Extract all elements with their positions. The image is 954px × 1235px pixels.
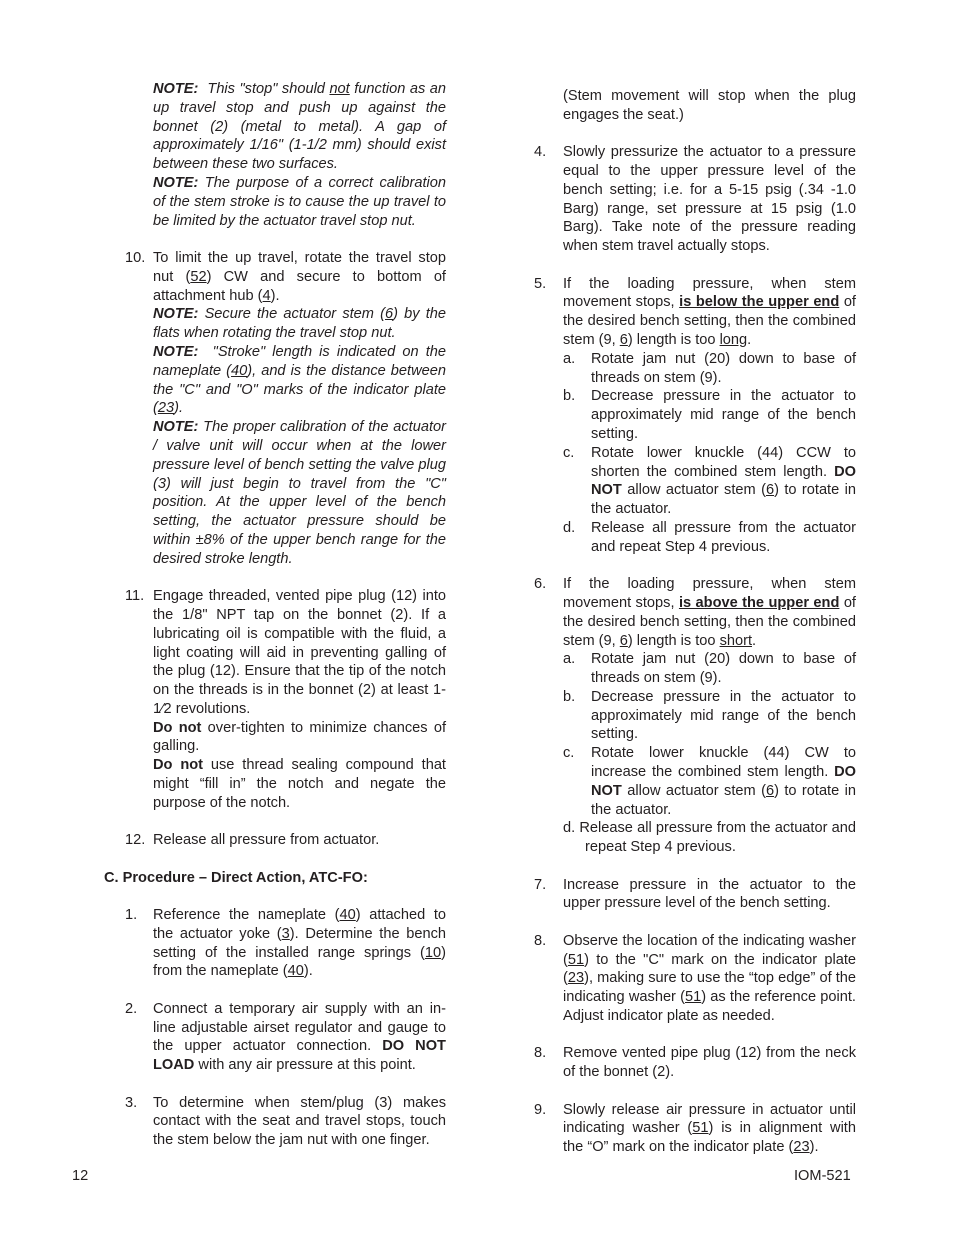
- step-number: 3.: [125, 1094, 138, 1111]
- step-7: [534, 876, 856, 914]
- do-not-overtighten: Do not over-tighten to minimize chances of galling.: [153, 719, 447, 755]
- step-text: Observe the location of the indicating washer (51) to the "C" mark on the indicator plate (23), making sure to use the “top edge” of the indicating washer (51) as the reference point. Adjust indicator plate as needed.: [563, 932, 856, 1025]
- document-id: IOM-521: [794, 1168, 851, 1184]
- note-label: NOTE:: [153, 81, 199, 97]
- step-text: Increase pressure in the actuator to the upper pressure level of the bench setting.: [563, 876, 856, 912]
- step-5: [534, 275, 856, 557]
- step-text: Connect a temporary air supply with an in-line adjustable airset regulator and gauge to the upper actuator connection. DO NOT LOAD with any air pressure at this point.: [153, 1000, 446, 1074]
- section-heading: C. Procedure – Direct Action, ATC-FO:: [104, 869, 368, 886]
- step-6: [534, 575, 856, 857]
- step-8-remove-plug: [534, 1044, 856, 1082]
- step-text: Engage threaded, vented pipe plug (12) into the 1/8" NPT tap on the bonnet (2). If a lubricating oil is compatible with the fluid, a light coating will aid in preventing galling of the plug (12). Ensure that the tip of the notch on the threads is in the bonnet (2) at least 1-1⁄2 revolutions.: [153, 588, 446, 717]
- step-8-observe: [534, 932, 856, 1026]
- step-number: 6.: [534, 576, 547, 593]
- note-stop-gap: NOTE: This "stop" should not function as an up travel stop and push up against the bonnet (2) (metal to metal). A gap of approximately 1/16" (1-1/2 mm) should exist between these two surfaces.: [153, 81, 446, 173]
- step-number: 1.: [125, 907, 138, 924]
- step-number: 8.: [534, 932, 547, 949]
- page-number: 12: [72, 1168, 89, 1184]
- step-number: 5.: [534, 275, 547, 292]
- step-text: If the loading pressure, when stem movement stops, is above the upper end of the desired bench setting, then the combined stem (9, 6) length is too short.: [563, 576, 856, 649]
- step-10: [104, 249, 446, 569]
- step-number: 12.: [125, 832, 146, 849]
- note-secure-stem: NOTE: Secure the actuator stem (6) by the flats when rotating the travel stop nut.: [153, 306, 446, 342]
- step-4: [534, 143, 856, 256]
- step-c1: [104, 906, 446, 981]
- step-c3: [104, 1094, 446, 1150]
- note-proper-calibration: NOTE: The proper calibration of the actuator / valve unit will occur when at the lower pressure level of bench setting the valve plug (3) will just begin to travel from the "C" position. At the upper level of the bench setting, the actuator pressure should be within ±8% of the upper bench range for the desired stroke length.: [153, 419, 446, 567]
- step-number: 9.: [534, 1101, 547, 1118]
- step-number: 11.: [125, 588, 145, 605]
- substep-c: c. Rotate lower knuckle (44) CW to increase the combined stem length. DO NOT allow actuator stem (6) to rotate in the actuator.: [563, 745, 856, 818]
- step-text: Slowly release air pressure in actuator until indicating washer (51) is in alignment with the “O” mark on the indicator plate (23).: [563, 1101, 856, 1156]
- step-text: Remove vented pipe plug (12) from the neck of the bonnet (2).: [563, 1045, 856, 1081]
- note-calibration-purpose: NOTE: The purpose of a correct calibration of the stem stroke is to cause the up travel to be limited by the actuator travel stop nut.: [153, 174, 446, 229]
- step-number: 10.: [125, 249, 146, 266]
- step-number: 8.: [534, 1045, 547, 1062]
- step-text: Reference the nameplate (40) attached to the actuator yoke (3). Determine the bench setting of the installed range springs (10) from the nameplate (40).: [153, 907, 447, 980]
- substep-a: a. Rotate jam nut (20) down to base of threads on stem (9).: [563, 350, 856, 386]
- step-text: To limit the up travel, rotate the travel stop nut (52) CW and secure to bottom of attachment hub (4).: [153, 249, 446, 304]
- substep-b: b. Decrease pressure in the actuator to approximately mid range of the bench setting.: [563, 388, 856, 442]
- step-number: 4.: [534, 144, 547, 161]
- right-column: [534, 87, 856, 1157]
- step-3-continued: [534, 87, 856, 125]
- step-11: [104, 587, 446, 813]
- step-12: [104, 831, 446, 850]
- substep-a: a. Rotate jam nut (20) down to base of threads on stem (9).: [563, 651, 856, 687]
- substep-d: d. Release all pressure from the actuator and repeat Step 4 previous.: [563, 519, 856, 555]
- step-number: 7.: [534, 876, 547, 893]
- step-c2: [104, 1000, 446, 1075]
- step-text: Release all pressure from actuator.: [153, 832, 380, 849]
- step-text: (Stem movement will stop when the plug engages the seat.): [563, 88, 856, 123]
- note-stroke-length: NOTE: "Stroke" length is indicated on the nameplate (40), and is the distance between the "C" and "O" marks of the indicator plate (23).: [153, 343, 446, 417]
- step-9: [534, 1101, 856, 1157]
- step-text: To determine when stem/plug (3) makes contact with the seat and travel stops, touch the stem below the jam nut with one finger.: [153, 1094, 446, 1149]
- left-column: [104, 80, 446, 1150]
- substep-c: c. Rotate lower knuckle (44) CCW to shorten the combined stem length. DO NOT allow actuator stem (6) to rotate in the actuator.: [563, 444, 856, 518]
- step-text: If the loading pressure, when stem movement stops, is below the upper end of the desired bench setting, then the combined stem (9, 6) length is too long.: [563, 275, 856, 348]
- note-label: NOTE:: [153, 174, 199, 191]
- substep-d: d. Release all pressure from the actuator and repeat Step 4 previous.: [563, 820, 856, 856]
- substep-b: b. Decrease pressure in the actuator to approximately mid range of the bench setting.: [563, 688, 856, 743]
- step-text: Slowly pressurize the actuator to a pressure equal to the upper pressure level of the bench setting; i.e. for a 5-15 psig (.34 -1.0 Barg) range, set pressure at 15 psig (1.0 Barg). Take note of the pressure reading when stem travel actually stops.: [563, 144, 856, 255]
- do-not-sealant: Do not use thread sealing compound that might “fill in” the notch and negate the purpose of the notch.: [153, 757, 446, 811]
- step-number: 2.: [125, 1000, 138, 1017]
